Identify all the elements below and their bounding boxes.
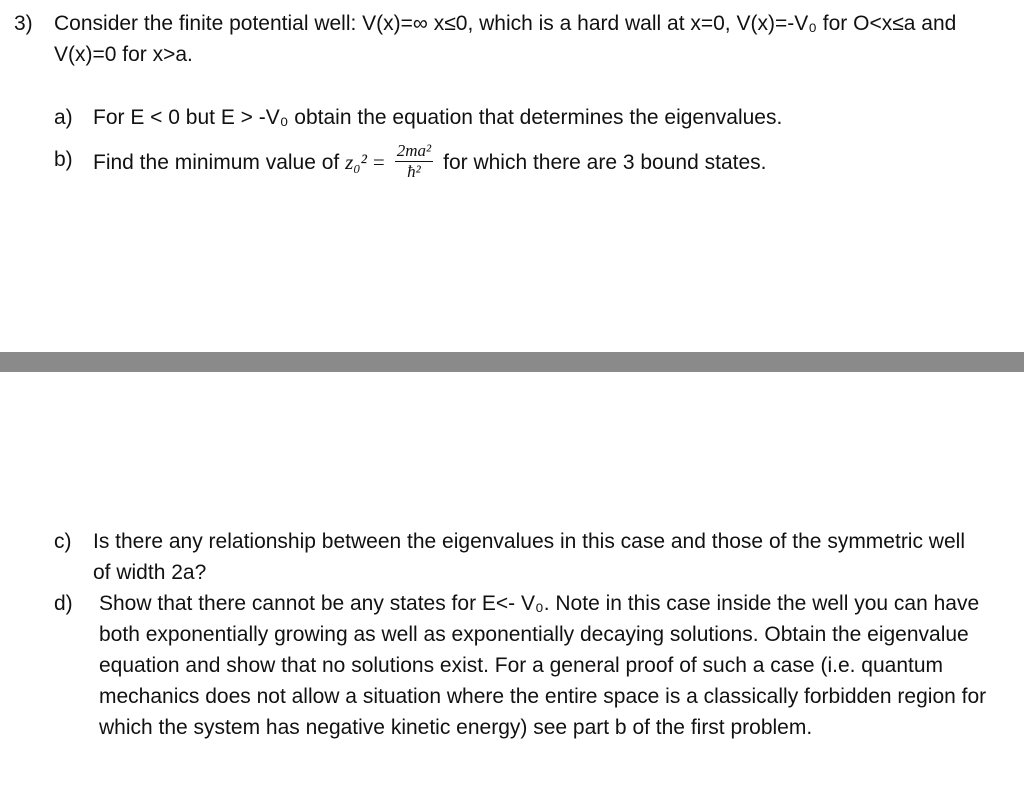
z0-squared-symbol: z₀² [345, 150, 367, 175]
part-d-label: d) [54, 592, 73, 615]
page-divider-bar [0, 352, 1024, 372]
part-c-label: c) [54, 530, 72, 553]
part-b [54, 141, 994, 183]
part-b-text-before: Find the minimum value of [93, 151, 346, 175]
part-d [54, 588, 1004, 743]
fraction-numerator: 2ma² [396, 141, 432, 160]
fraction-2ma2-over-hbar2 [395, 142, 433, 181]
fraction-denominator: ħ² [407, 162, 421, 181]
part-b-text-after: for which there are 3 bound states. [443, 151, 767, 175]
part-c-text: Is there any relationship between the eigenvalues in this case and those of the symmetric well of width 2a? [93, 530, 965, 584]
part-d-text: Show that there cannot be any states for E<- V₀. Note in this case inside the well you can have both exponentially growing as well as exponentially decaying solutions. Obtain the eigenvalue equation and show that no solutions exist. For a general proof of such a case (i.e. quantum mechanics does not allow a situation where the entire space is a classically forbidden region for which the system has negative kinetic energy) see part b of the first problem. [99, 592, 987, 739]
problem-number: 3) [14, 12, 33, 35]
part-c [54, 526, 984, 588]
equals-sign: = [372, 150, 385, 175]
problem-statement: Consider the finite potential well: V(x)=∞ x≤0, which is a hard wall at x=0, V(x)=-V₀ for O<x≤a and V(x)=0 for x>a. [54, 12, 957, 66]
part-a-text: For E < 0 but E > -V₀ obtain the equation that determines the eigenvalues. [93, 106, 783, 129]
problem-3 [14, 8, 1004, 70]
part-a-label: a) [54, 106, 73, 129]
part-b-text [93, 141, 994, 183]
part-b-label: b) [54, 148, 73, 171]
part-a [54, 102, 994, 133]
